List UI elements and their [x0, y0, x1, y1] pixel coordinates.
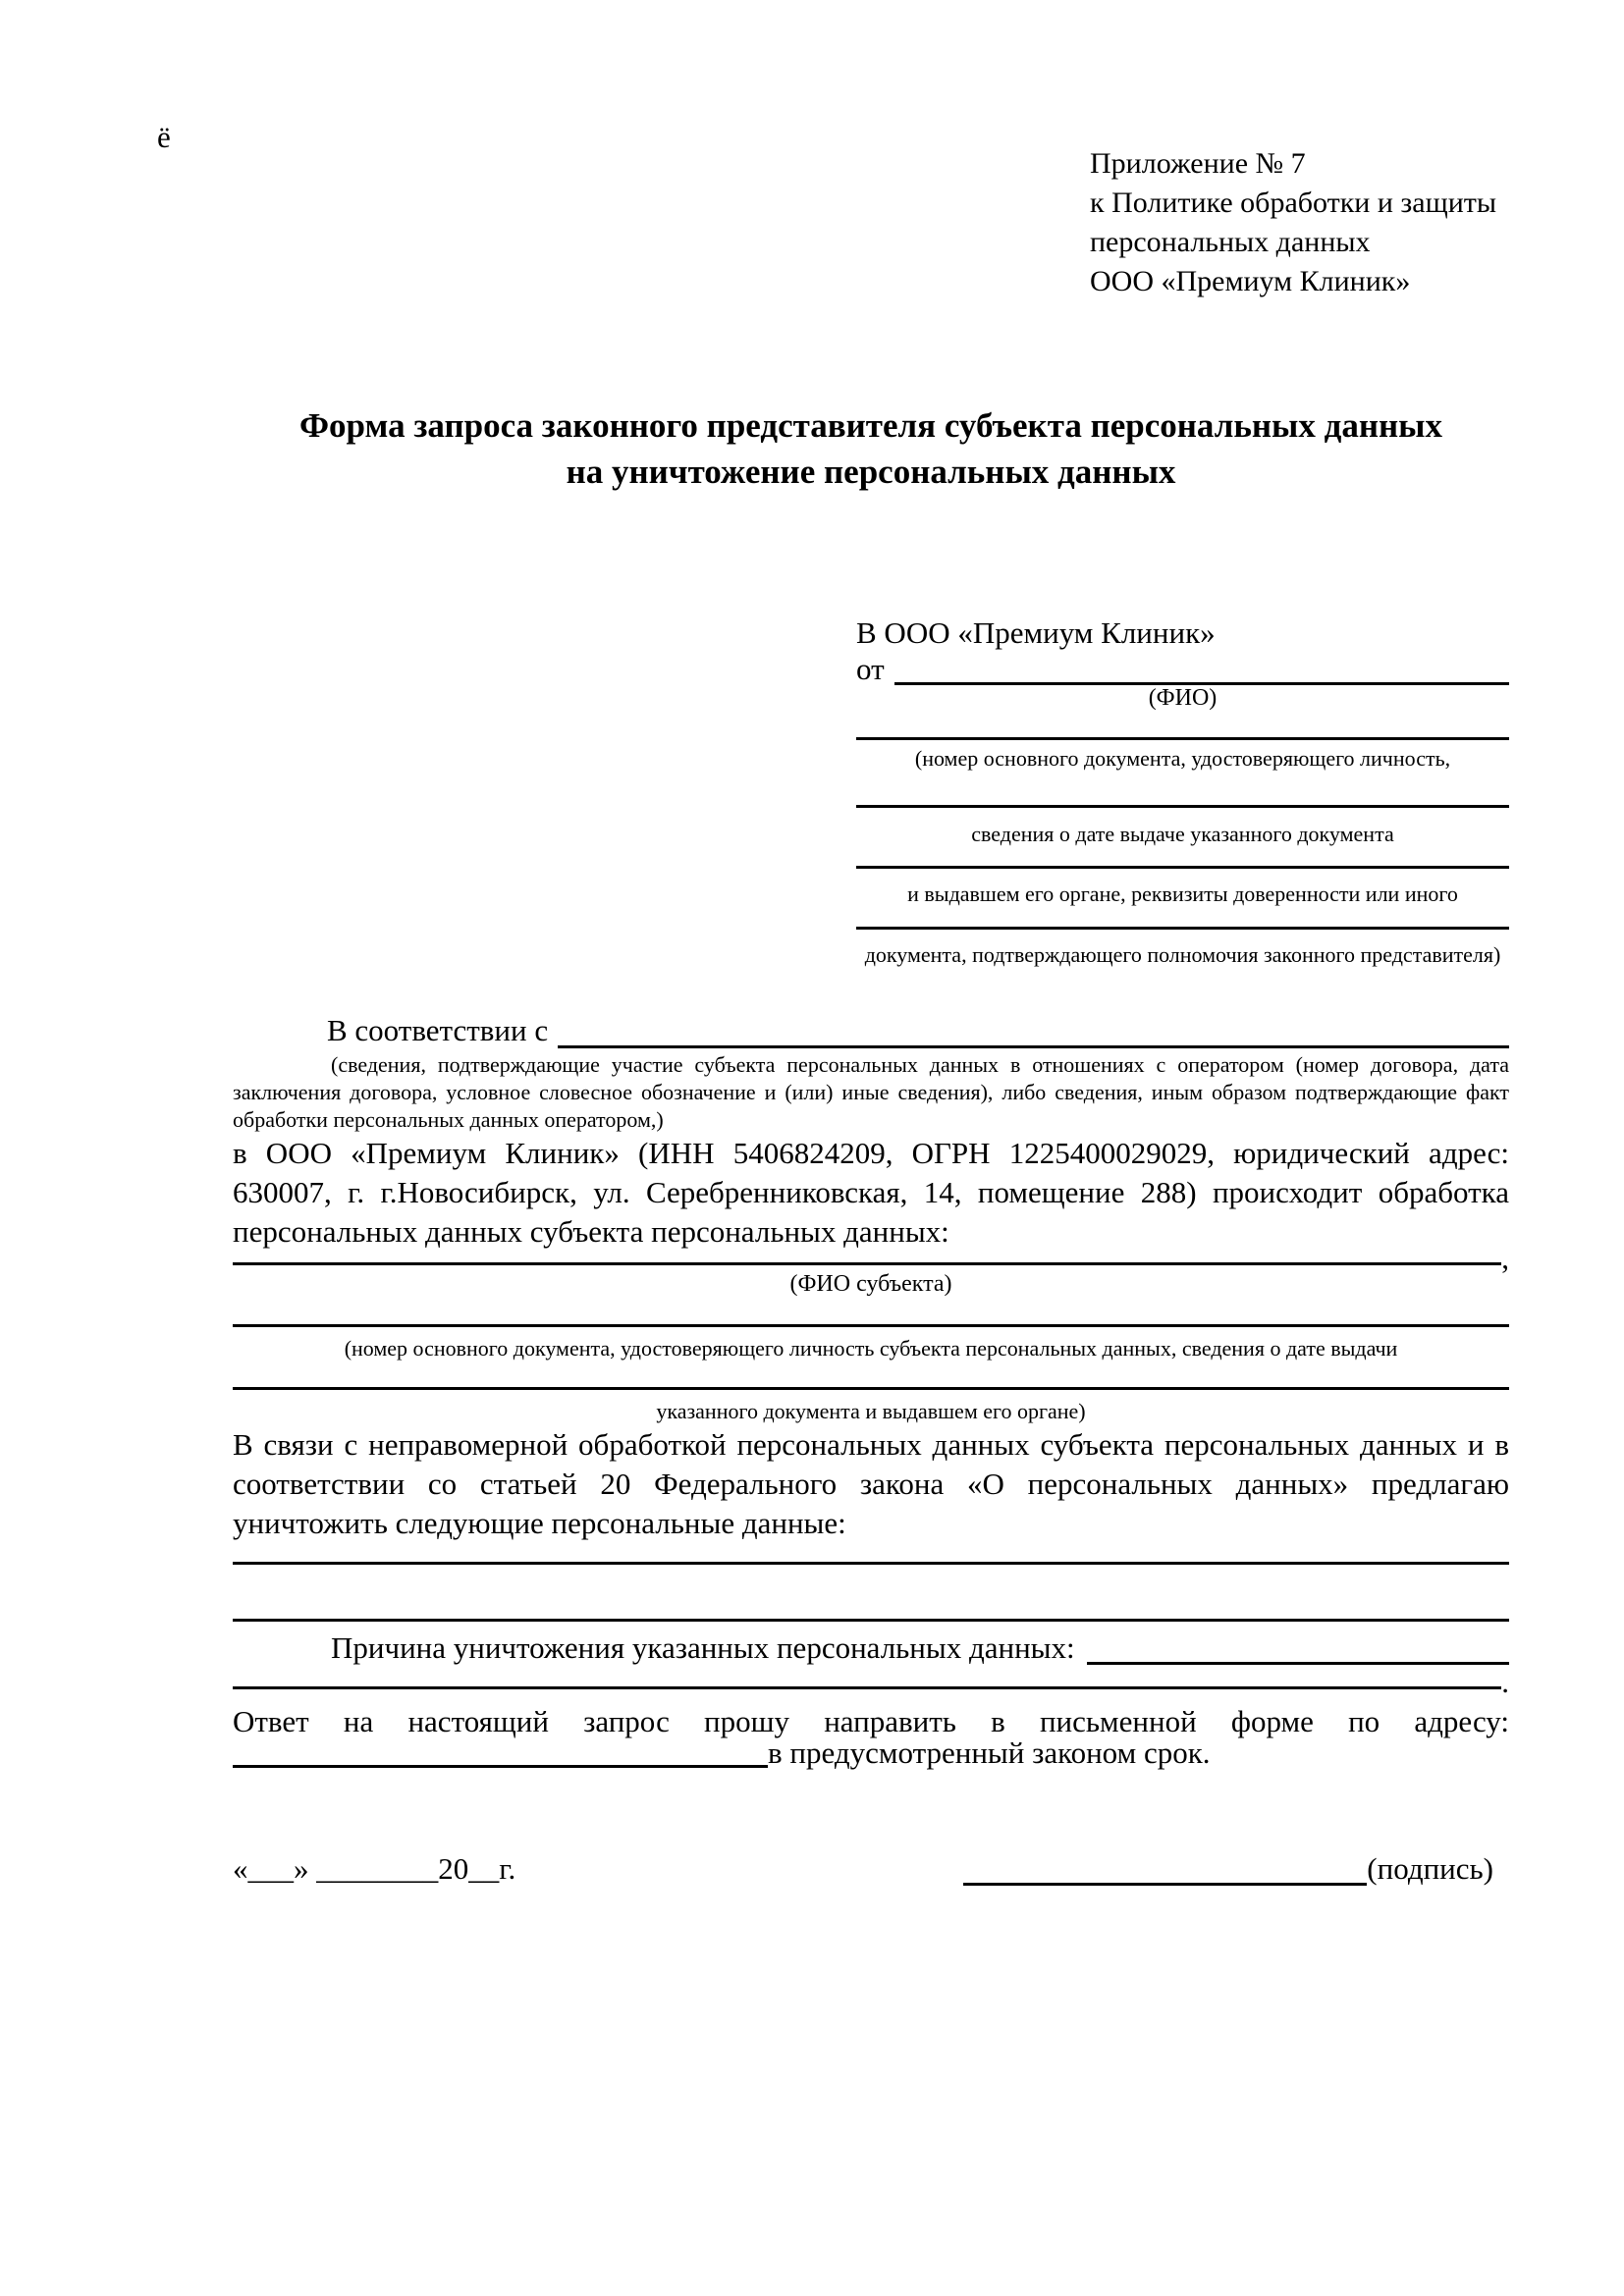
- operator-paragraph: в ООО «Премиум Клиник» (ИНН 5406824209, ОГРН 1225400029029, юридический адрес: 630007, г. г.Новосибирск, ул. Серебренниковская, 14, помещение 288) происходит обработка персональных данных субъекта персональных данных:: [233, 1136, 1509, 1249]
- representative-doc-blank-line-3[interactable]: [856, 866, 1509, 869]
- accordance-blank-line[interactable]: [558, 1010, 1509, 1048]
- subject-fio-row: [233, 1241, 1509, 1275]
- reason-lead: Причина уничтожения указанных персональных данных:: [331, 1630, 1075, 1665]
- subject-fio-caption: (ФИО субъекта): [789, 1271, 952, 1297]
- representative-doc-caption-2: сведения о дате выдаче указанного документа: [971, 822, 1394, 846]
- fio-caption: (ФИО): [1148, 685, 1218, 711]
- appendix-block: [1090, 144, 1509, 301]
- from-row: [856, 653, 1509, 685]
- representative-doc-blank-line-2[interactable]: [856, 805, 1509, 808]
- representative-doc-blank-line-4[interactable]: [856, 927, 1509, 930]
- signature-caption: (подпись): [1367, 1851, 1493, 1886]
- subject-doc-caption-2: указанного документа и выдавшем его органе): [656, 1399, 1086, 1423]
- reason-blank-line[interactable]: [1087, 1629, 1509, 1665]
- subject-doc-blank-line-2[interactable]: [233, 1387, 1509, 1390]
- document-title: [233, 402, 1509, 495]
- unlawful-processing-paragraph: В связи с неправомерной обработкой персональных данных субъекта персональных данных и в соответствии со статьей 20 Федерального закона «О персональных данных» предлагаю уничтожить следующие персональные данные:: [233, 1427, 1509, 1540]
- appendix-line-1: Приложение № 7: [1090, 147, 1306, 180]
- representative-fio-blank-line[interactable]: [894, 650, 1509, 685]
- title-line-1: Форма запроса законного представителя субъекта персональных данных: [299, 406, 1442, 445]
- appendix-line-2: к Политике обработки и защиты: [1090, 187, 1497, 219]
- from-label: от: [856, 652, 885, 686]
- representative-doc-blank-line-1[interactable]: [856, 737, 1509, 740]
- answer-tail: в предусмотренный законом срок.: [768, 1735, 1211, 1770]
- reason-continuation-blank-line[interactable]: [233, 1673, 1501, 1689]
- accordance-lead: В соответствии с: [327, 1013, 549, 1047]
- stray-yo-character: ё: [157, 120, 171, 154]
- signature-blank-line[interactable]: [963, 1853, 1367, 1886]
- answer-address-row: [233, 1735, 1509, 1770]
- reason-row: [233, 1631, 1509, 1665]
- answer-lead: Ответ на настоящий запрос прошу направить в письменной форме по адресу:: [233, 1704, 1509, 1738]
- accordance-row: [233, 1013, 1509, 1048]
- date-field[interactable]: «___» ________20__г.: [233, 1851, 516, 1886]
- representative-doc-caption-4: документа, подтверждающего полномочия законного представителя): [864, 942, 1501, 967]
- appendix-line-3: персональных данных: [1090, 226, 1371, 258]
- address-blank-line[interactable]: [233, 1739, 768, 1768]
- footer-row: [233, 1852, 1509, 1886]
- addressee-block: [856, 614, 1509, 968]
- reason-continuation-row: [233, 1665, 1509, 1699]
- subject-doc-blank-line-1[interactable]: [233, 1324, 1509, 1327]
- accordance-note: (сведения, подтверждающие участие субъекта персональных данных в отношениях с оператором (номер договора, дата заключения договора, условное словесное обозначение и (или) иные сведения), либо сведения, иным образом подтверждающие факт обработки персональных данных оператором,): [233, 1052, 1509, 1132]
- representative-doc-caption-3: и выдавшем его органе, реквизиты доверенности или иного: [907, 881, 1458, 906]
- title-line-2: на уничтожение персональных данных: [566, 453, 1176, 491]
- period-tail: .: [1501, 1665, 1509, 1699]
- signature-group: [963, 1852, 1493, 1886]
- comma-tail: ,: [1501, 1241, 1509, 1275]
- subject-doc-caption-1: (номер основного документа, удостоверяющего личность субъекта персональных данных, сведения о дате выдачи: [344, 1336, 1398, 1361]
- subject-fio-blank-line[interactable]: [233, 1249, 1501, 1265]
- appendix-line-4: ООО «Премиум Клиник»: [1090, 265, 1411, 297]
- representative-doc-caption-1: (номер основного документа, удостоверяющего личность,: [914, 746, 1451, 771]
- destroy-data-blank-line-2[interactable]: [233, 1619, 1509, 1622]
- addressee-company: В ООО «Премиум Клиник»: [856, 615, 1216, 650]
- destroy-data-blank-line-1[interactable]: [233, 1562, 1509, 1565]
